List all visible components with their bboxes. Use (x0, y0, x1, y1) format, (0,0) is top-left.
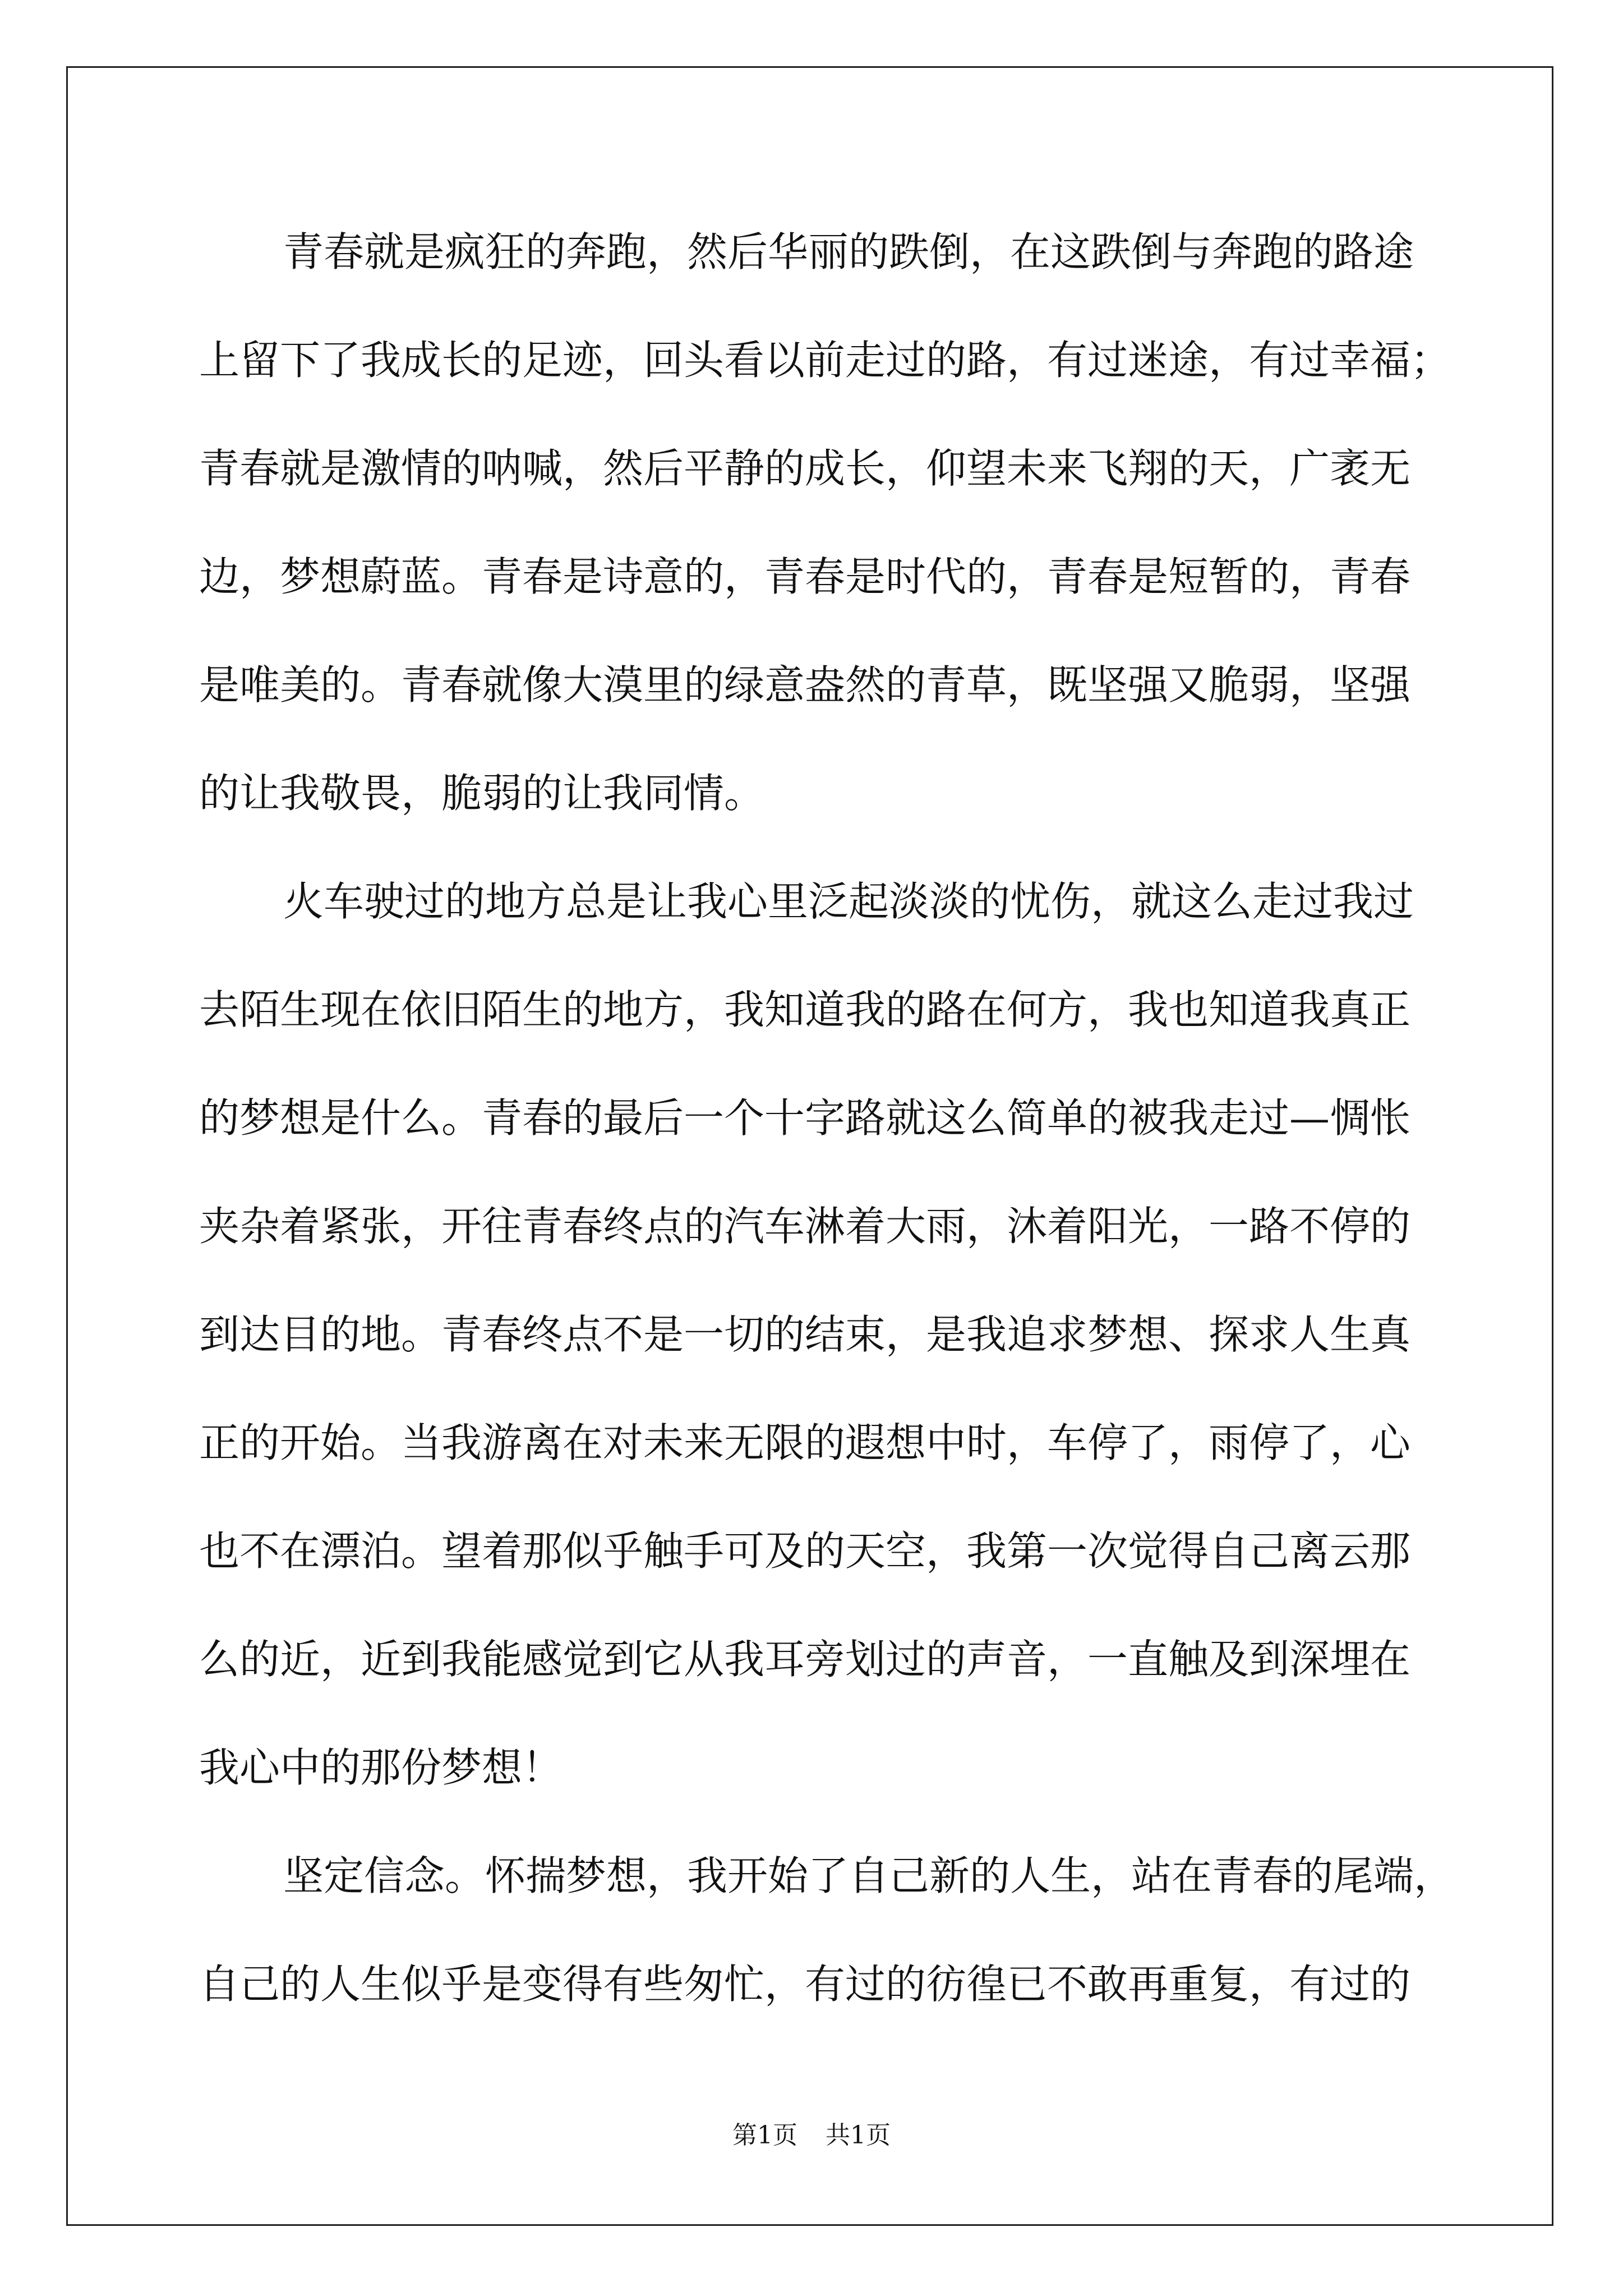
text-line: 火车驶过的地方总是让我心里泛起淡淡的忧伤，就这么走过我过 (283, 878, 1414, 925)
text-line: 么的近，近到我能感觉到它从我耳旁划过的声音，一直触及到深埋在 (199, 1636, 1411, 1683)
text-line: 坚定信念。怀揣梦想，我开始了自己新的人生，站在青春的尾端， (283, 1852, 1455, 1899)
text-line: 是唯美的。青春就像大漠里的绿意盎然的青草，既坚强又脆弱，坚强 (199, 661, 1411, 708)
page-total: 共1页 (826, 2121, 891, 2150)
text-line: 的梦想是什么。青春的最后一个十字路就这么简单的被我走过—惆怅 (199, 1094, 1411, 1142)
text-line: 正的开始。当我游离在对未来无限的遐想中时，车停了，雨停了，心 (199, 1419, 1411, 1466)
text-line: 我心中的那份梦想！ (199, 1744, 563, 1791)
text-line: 青春就是疯狂的奔跑，然后华丽的跌倒，在这跌倒与奔跑的路途 (283, 228, 1414, 275)
page-border (66, 66, 1553, 2226)
text-line: 也不在漂泊。望着那似乎触手可及的天空，我第一次觉得自己离云那 (199, 1527, 1411, 1575)
text-line: 去陌生现在依旧陌生的地方，我知道我的路在何方，我也知道我真正 (199, 986, 1411, 1033)
page-footer (0, 2119, 1623, 2152)
text-line: 的让我敬畏，脆弱的让我同情。 (199, 770, 765, 817)
text-line: 上留下了我成长的足迹，回头看以前走过的路，有过迷途，有过幸福； (199, 337, 1451, 384)
text-line: 边，梦想蔚蓝。青春是诗意的，青春是时代的，青春是短暂的，青春 (199, 553, 1411, 600)
page-number: 第1页 (732, 2121, 797, 2150)
text-line: 夹杂着紧张，开往青春终点的汽车淋着大雨，沐着阳光，一路不停的 (199, 1203, 1411, 1250)
text-line: 自己的人生似乎是变得有些匆忙，有过的彷徨已不敢再重复，有过的 (199, 1961, 1411, 2008)
text-line: 青春就是激情的呐喊，然后平静的成长，仰望未来飞翔的天，广袤无 (199, 445, 1411, 492)
text-line: 到达目的地。青春终点不是一切的结束，是我追求梦想、探求人生真 (199, 1311, 1411, 1358)
